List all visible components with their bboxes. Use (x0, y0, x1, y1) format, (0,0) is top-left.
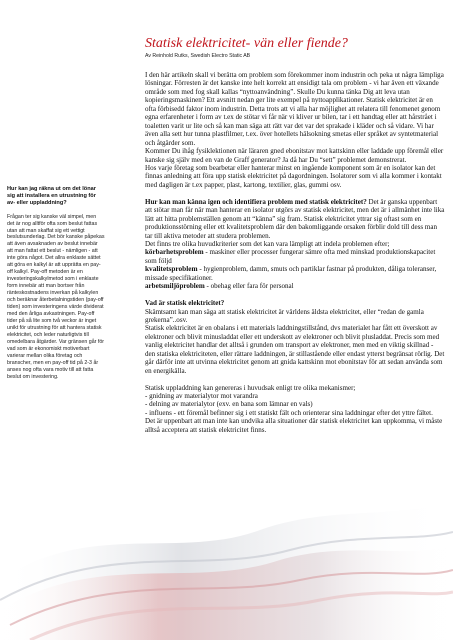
criterion-text-quality: - hygienproblem, damm, smuts och partiklar fastnar på produkten, dåliga toleranser, missade specifikationer. (145, 265, 437, 282)
swirl-line-3 (30, 592, 453, 640)
paragraph-conclusion: Det är uppenbart att man inte kan undvika alla situationer där statisk elektricitet kan uppkomma, vi måste alltså acceptera att statisk elektricitet finns. (145, 417, 443, 434)
paragraph-mechanisms-intro: Statisk uppladdning kan genereras i huvudsak enligt tre olika mekanismer; (145, 383, 356, 392)
mechanism-induction: - influens - ett föremål befinner sig i ett statiskt fält och orienterar sina laddningar efter det yttre fältet. (145, 408, 433, 417)
question-heading-identify: Hur kan man känna igen och identifiera problem med statisk elektricitet? (145, 197, 367, 206)
paragraph-isolators: Hos varje företag som bearbetar eller hanterar minst en ingående komponent som är en isolator kan det finnas anledning att föra upp statisk elektricitet på dagordningen. Isolatorer som vi alla kommer i kontakt med dagligen är t.ex papper, plast, kartong, textilier, glas, gummi osv. (145, 163, 442, 189)
paragraph-physics-lesson: Kommer Du ihåg fysiklektionen när läraren gned ebonitstav mot kattskinn eller laddade upp föremål eller kanske sig själv med en van de Graff generator? Ja då har Du “sett” problemet demonstrerat. (145, 147, 444, 164)
swirl-band-1 (0, 500, 453, 640)
criterion-text-runability: - maskiner eller processer fungerar sämre ofta med minskad produktionskapacitet som följd (145, 248, 436, 265)
article-byline: Av Reinhold Rutks, Swedish Electro Static AB (145, 53, 251, 59)
criterion-workenv (145, 282, 445, 290)
paragraph-definition: Statisk elektricitet är en obalans i ett materials laddningstillstånd, dvs materialet har fått ett överskott av elektroner och blivit minusladdat eller ett underskott av elektroner och blivit plusladdat. Precis som med vanlig elektricitet handlar det alltså i grunden om transport av elektroner, men med en viktig skillnad - den statiska elektriciteten, eller rättare laddningen, är stillastående eller endast ytterst begränsat rörlig. Det går därför inte att utvinna elektricitet genom att gnida kattskinn mot ebonitstav för att sedan använda som en energikälla. (145, 324, 445, 375)
paragraph-intro: I den här artikeln skall vi berätta om problem som förekommer inom industrin och peka ut några lämpliga lösningar. Förresten är det kanske inte helt korrekt att ensidigt tala om problem - vi har även ett växande område som med fog skall kallas “nyttoanvändning”. Skulle Du kunna tänka Dig att leva utan kopieringsmaskinen? Ett avsnitt nedan ger lite exempel på nyttoapplikationer. Statisk elektricitet är en ofta förbisedd faktor inom industrin. Detta trots att vi alla har möjlighet att relatera till fenomenet genom egna erfarenheter i form av t.ex de stötar vi får när vi kliver ur bilen, tar i ett handtag eller att hårstrået i toaletten varit ur lite och så kan man säga att rätt var det var det sprakade i kläder och så vidare. Vi har även alla sett hur tunna plastfilmer, t.ex. över hotellets hälsokning smetas eller språket av syntetmaterial och åtgärder som. (145, 71, 444, 147)
criterion-quality (145, 265, 445, 282)
section-identify (145, 198, 445, 240)
swirl-line-2 (0, 532, 453, 600)
mechanism-rubbing: - gnidning av materialytor mot varandra (145, 392, 258, 401)
swirl-line-1 (10, 570, 453, 625)
article-body (145, 71, 445, 434)
criterion-text-workenv: - obehag eller fara för personal (204, 282, 294, 291)
paragraph-criteria-intro: Det finns tre olika huvudkriterier som det kan vara lämpligt att indela problemen efter; (145, 240, 390, 248)
sidebar-body (7, 214, 105, 381)
criterion-runability (145, 248, 445, 265)
article-title: Statisk elektricitet- vän eller fiende? (145, 36, 348, 51)
sidebar-paragraph: Frågan ter sig kanske väl simpel, men det är nog alltför ofta som beslut fattas utan att man skaffat sig ett vettigt beslutsunderlag. Det bör kanske påpekas att även avsaknaden av beslut innebär att man fattat ett beslut - nämligen - att inte göra något. Det allra enklaste sättet att göra en kalkyl är att upprätta en pay-off kalkyl. Pay-off metoden är en investeringskalkylmetod som i enklaste form innebär att man bortser från ränteskostnadens inverkan på kalkylen och beräknar återbetalningstiden (pay-off tiden) som investeringens värde dividerat med den årliga avkastningen. Pay-off tider på så lite som två veckor är inget unikt för utrustning för att hantera statisk elektricitet, och leder naturligtvis till omedelbara åtgärder. Var gränsen går för vad som är ekonomiskt motiverbart varierar mellan olika företag och branscher, men en pay-off tid på 2-3 år anses nog ofta vara motiv till att fatta beslut om investering. (7, 213, 105, 380)
criterion-label-quality: kvalitetsproblem (145, 264, 198, 274)
criterion-label-runability: körbarhetsproblem (145, 248, 204, 257)
mechanism-separation: - delning av materialytor (exv. en bana som lämnar en vals) (145, 400, 313, 409)
paragraph-identify: Det är ganska uppenbart att stötar man får när man hanterar en isolator utgörs av statisk elektricitet, men det är i allmänhet inte lika lätt att hitta problemställen genom att “känna” sig fram. Statisk elektricitet yttrar sig oftast som en produktionsstörning eller ett kvalitetsproblem där den bakomliggande orsaken förblir dold till dess man tar till aktiva metoder att studera problemen. (145, 197, 445, 240)
sidebar-heading: Hur kan jag räkna ut om det lönar sig att installera en utrustning för av- eller uppladdning? (7, 186, 96, 207)
question-heading-what: Vad är statisk elektricitet? (145, 299, 225, 308)
sidebar-box (7, 186, 105, 380)
swirl-band-2 (0, 545, 453, 640)
paragraph-joke: Skämtsamt kan man säga att statisk elektricitet är världens äldsta elektricitet, eller “redan de gamla grekerna”..osv. (145, 307, 424, 325)
criterion-label-workenv: arbetsmiljöproblem (145, 282, 205, 291)
decorative-swirl-graphic (0, 440, 453, 640)
